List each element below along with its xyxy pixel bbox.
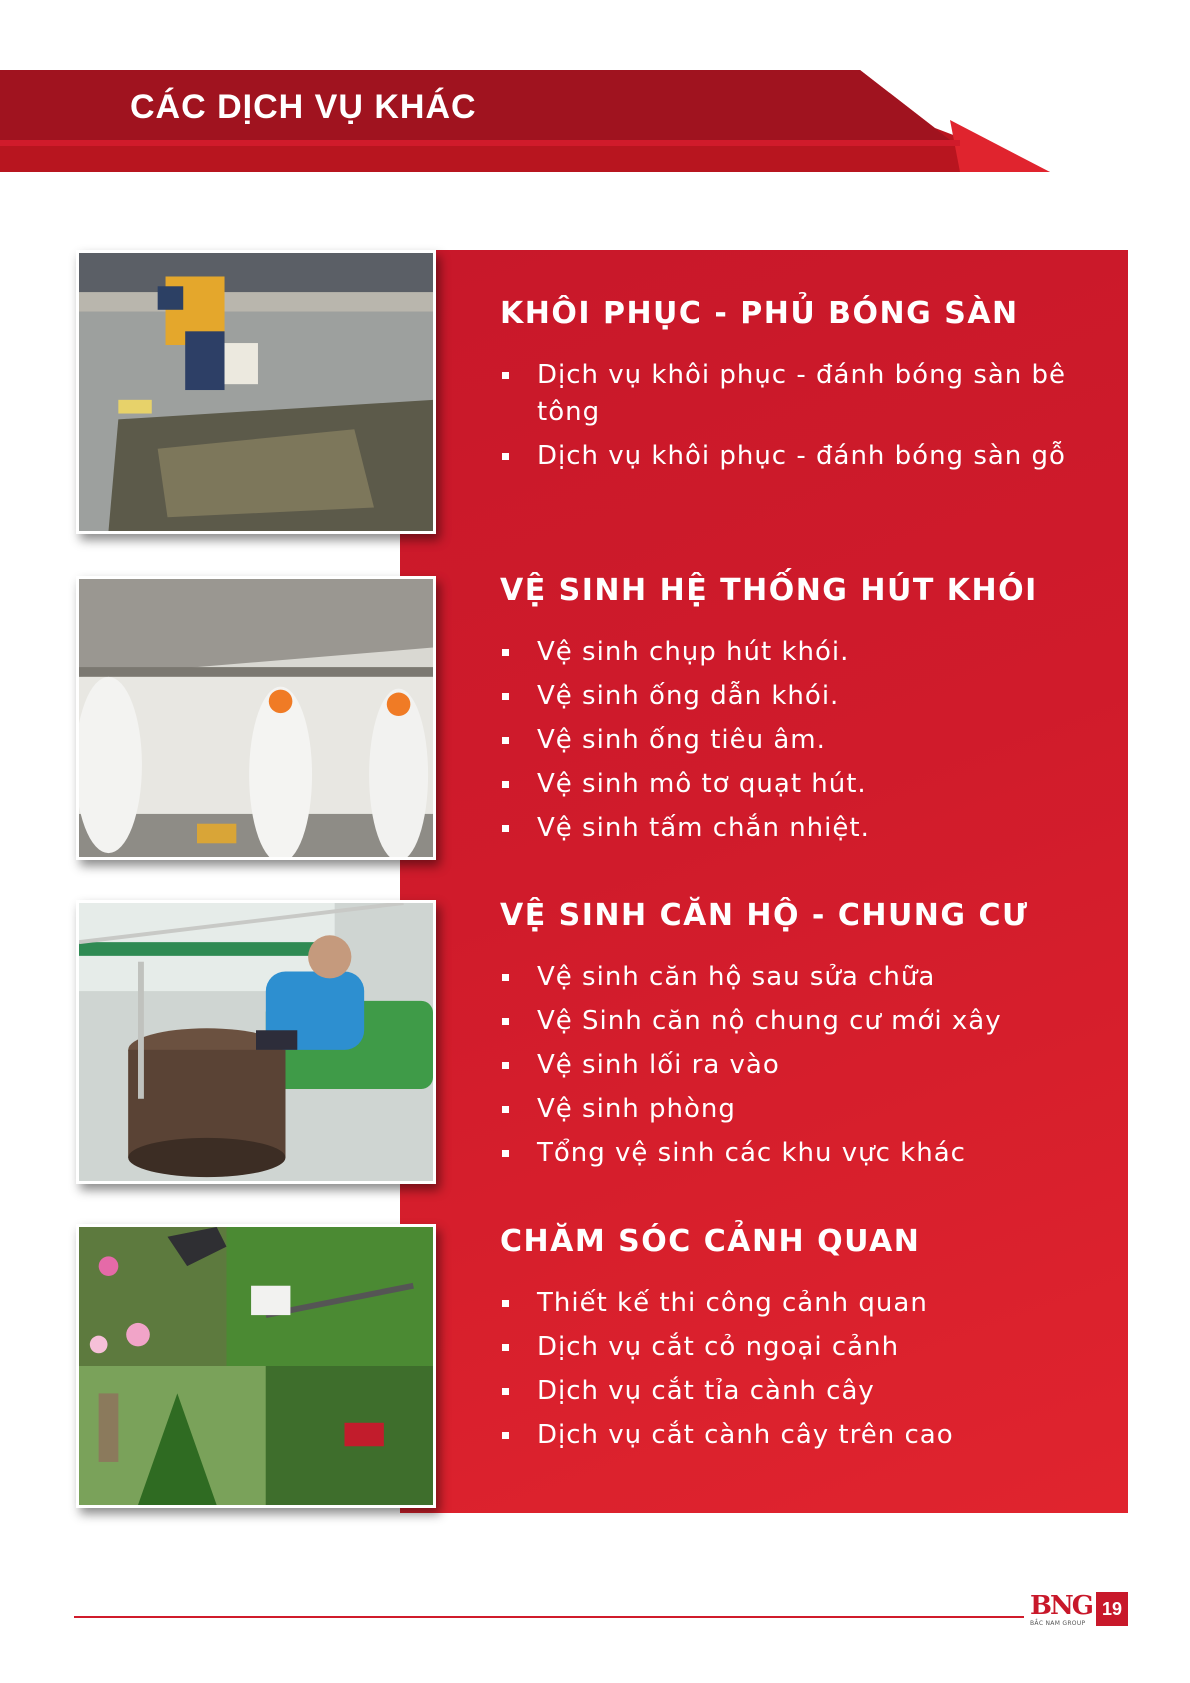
section-title: VỆ SINH CĂN HỘ - CHUNG CƯ: [500, 898, 1029, 933]
footer-divider: [74, 1616, 1024, 1618]
list-item: Dịch vụ khôi phục - đánh bóng sàn gỗ: [500, 438, 1100, 475]
list-item: Dịch vụ khôi phục - đánh bóng sàn bê tông: [500, 357, 1100, 431]
kitchen-hood-cleaning-photo: [76, 576, 436, 860]
bullet-icon: [502, 737, 509, 744]
bullet-icon: [502, 974, 509, 981]
bullet-icon: [502, 1432, 509, 1439]
apartment-cleaning-photo: [76, 900, 436, 1184]
section-exhaust-cleaning: [500, 573, 1100, 854]
bullet-icon: [502, 1018, 509, 1025]
page-number: 19: [1096, 1592, 1128, 1626]
bullet-icon: [502, 1150, 509, 1157]
section-title: KHÔI PHỤC - PHỦ BÓNG SÀN: [500, 296, 1019, 331]
logo-subtext: BẮC NAM GROUP: [1030, 1620, 1086, 1627]
landscape-care-photo: [76, 1224, 436, 1508]
bullet-icon: [502, 649, 509, 656]
list-item: Vệ sinh chụp hút khói.: [500, 634, 1100, 671]
list-item: Vệ Sinh căn nộ chung cư mới xây: [500, 1003, 1100, 1040]
bullet-icon: [502, 453, 509, 460]
bullet-icon: [502, 1300, 509, 1307]
list-item: Vệ sinh tấm chắn nhiệt.: [500, 810, 1100, 847]
list-item: Vệ sinh phòng: [500, 1091, 1100, 1128]
list-item: Vệ sinh ống tiêu âm.: [500, 722, 1100, 759]
section-apartment-cleaning: [500, 898, 1100, 1179]
bullet-icon: [502, 1344, 509, 1351]
service-list: [500, 1285, 1100, 1454]
bullet-icon: [502, 372, 509, 379]
company-logo: [1030, 1592, 1092, 1632]
list-item: Vệ sinh căn hộ sau sửa chữa: [500, 959, 1100, 996]
service-list: [500, 959, 1100, 1172]
bullet-icon: [502, 1388, 509, 1395]
list-item: Dịch vụ cắt tỉa cành cây: [500, 1373, 1100, 1410]
section-landscape-care: [500, 1224, 1100, 1461]
list-item: Vệ sinh mô tơ quạt hút.: [500, 766, 1100, 803]
list-item: Vệ sinh ống dẫn khói.: [500, 678, 1100, 715]
service-list: [500, 634, 1100, 847]
logo-mark: BNG: [1030, 1591, 1092, 1621]
list-item: Dịch vụ cắt cành cây trên cao: [500, 1417, 1100, 1454]
list-item: Tổng vệ sinh các khu vực khác: [500, 1135, 1100, 1172]
section-title: CHĂM SÓC CẢNH QUAN: [500, 1224, 921, 1259]
list-item: Dịch vụ cắt cỏ ngoại cảnh: [500, 1329, 1100, 1366]
list-item: Vệ sinh lối ra vào: [500, 1047, 1100, 1084]
bullet-icon: [502, 781, 509, 788]
section-title: VỆ SINH HỆ THỐNG HÚT KHÓI: [500, 573, 1038, 608]
bullet-icon: [502, 1106, 509, 1113]
bullet-icon: [502, 693, 509, 700]
list-item: Thiết kế thi công cảnh quan: [500, 1285, 1100, 1322]
floor-polishing-photo: [76, 250, 436, 534]
section-floor-restoration: [500, 296, 1100, 482]
page-title: CÁC DỊCH VỤ KHÁC: [130, 88, 477, 126]
bullet-icon: [502, 825, 509, 832]
service-list: [500, 357, 1100, 475]
bullet-icon: [502, 1062, 509, 1069]
